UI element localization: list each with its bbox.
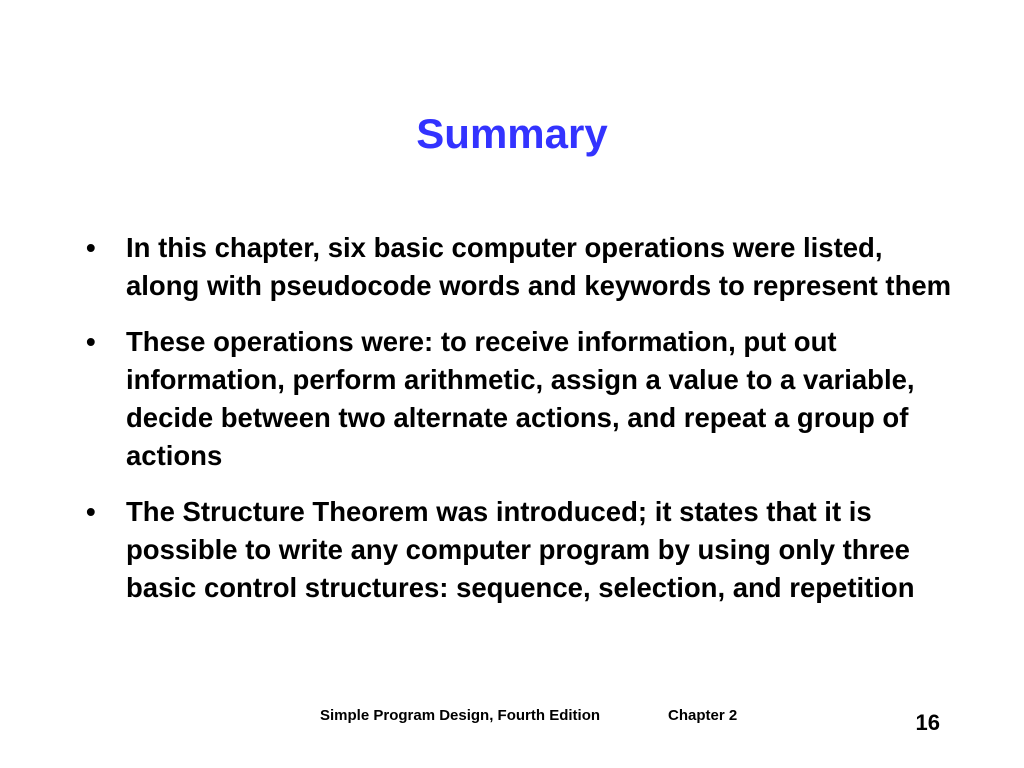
bullet-item [86, 323, 956, 475]
bullet-item [86, 229, 956, 305]
footer-book-title: Simple Program Design, Fourth Edition [320, 707, 601, 724]
page-number: 16 [915, 710, 940, 735]
bullet-icon: • [86, 232, 96, 263]
bullet-item [86, 493, 956, 607]
bullet-icon: • [86, 326, 96, 357]
bullet-list [86, 229, 956, 625]
footer-chapter: Chapter 2 [668, 707, 738, 724]
bullet-icon: • [86, 496, 96, 527]
bullet-text: The Structure Theorem was introduced; it states that it is possible to write any computer program by using only three basic control structures: sequence, selection, and repetition [126, 496, 915, 603]
slide-title: Summary [416, 110, 608, 157]
bullet-text: In this chapter, six basic computer operations were listed, along with pseudocode words and keywords to represent them [126, 232, 952, 301]
bullet-text: These operations were: to receive information, put out information, perform arithmetic, assign a value to a variable, decide between two alternate actions, and repeat a group of actions [126, 326, 915, 471]
